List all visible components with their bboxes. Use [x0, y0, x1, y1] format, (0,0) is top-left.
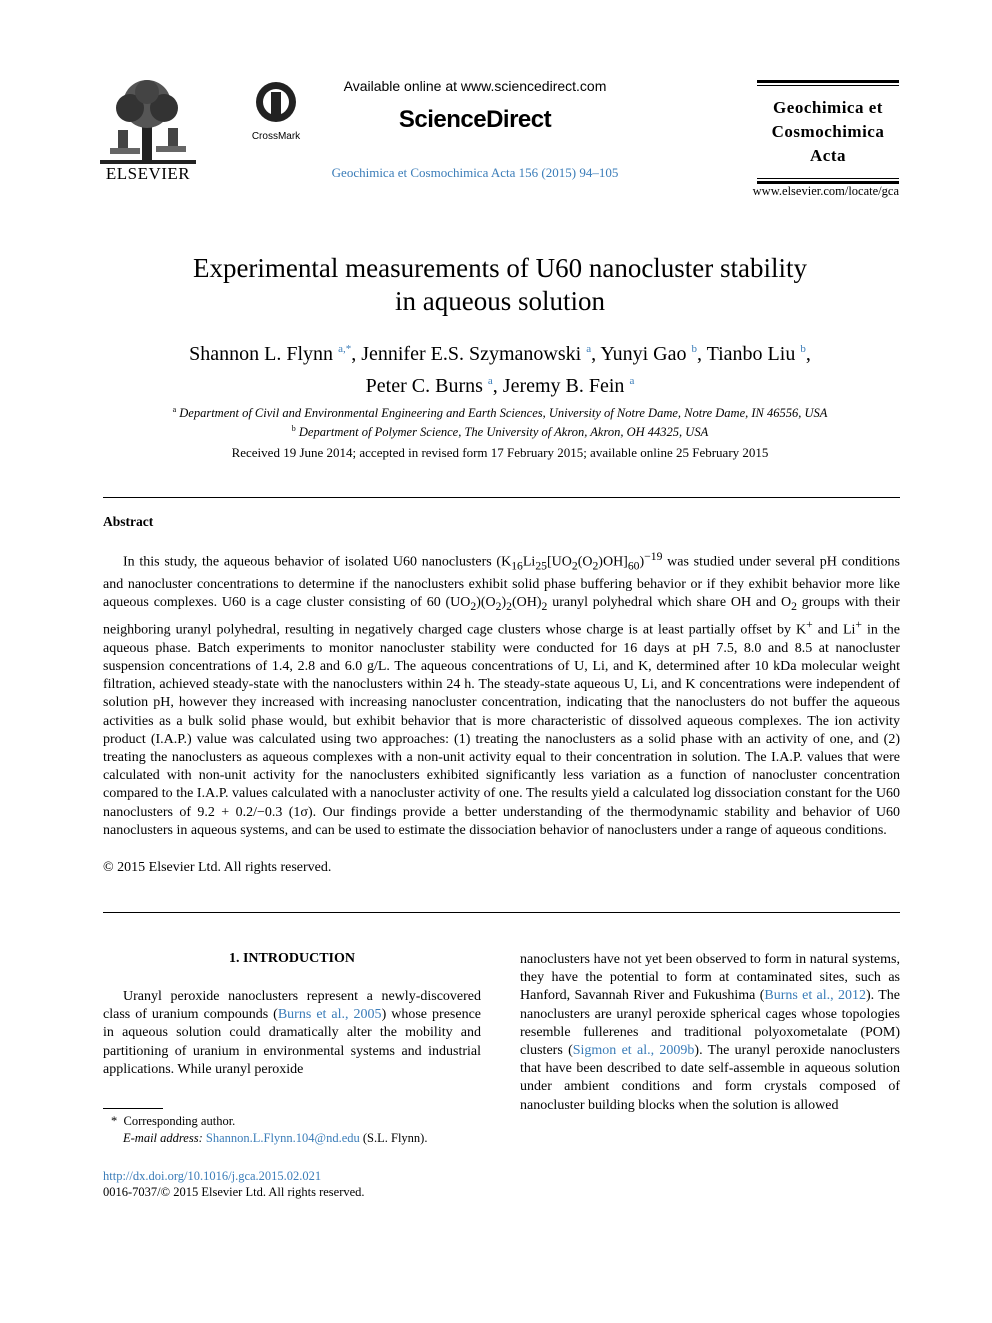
affiliation-text: Department of Civil and Environmental Engineering and Earth Sciences, University of Notre Dame, Notre Dame, IN 46556, USA	[179, 406, 828, 420]
citation-link[interactable]: Burns et al., 2005	[277, 1007, 382, 1023]
journal-title	[757, 96, 899, 168]
author-affiliation-marker[interactable]: a	[629, 375, 635, 387]
available-online-text: Available online at www.sciencedirect.com	[343, 78, 607, 94]
journal-citation-link[interactable]: Geochimica et Cosmochimica Acta 156 (2015) 94–105	[331, 165, 619, 180]
article-title	[100, 252, 900, 318]
abstract-heading: Abstract	[103, 514, 154, 529]
affiliation-b	[100, 421, 900, 440]
issn-copyright: 0016-7037/© 2015 Elsevier Ltd. All rights reserved.	[103, 1185, 365, 1199]
title-line: in aqueous solution	[395, 286, 605, 316]
author-affiliation-marker[interactable]: b	[800, 343, 806, 355]
affiliation-text: Department of Polymer Science, The University of Akron, Akron, OH 44325, USA	[298, 425, 709, 439]
author-list: Shannon L. Flynn $^{a,*}$, Jennifer E.S. Szymanowski $^a$, Yunyi Gao $^b$, Tianbo Liu $^b$, Peter C. Burns $^a$, Jeremy B. Fein $^a$	[189, 343, 811, 397]
email-label: E-mail address:	[123, 1131, 203, 1145]
crossmark-badge[interactable]	[250, 80, 302, 142]
section-rule	[103, 497, 900, 498]
affiliation-key: b	[291, 424, 296, 433]
title-line: Experimental measurements of U60 nanocluster stability	[192, 253, 808, 283]
affiliations	[100, 402, 900, 440]
journal-title-box	[757, 80, 899, 184]
author-name: Peter C. Burns	[365, 375, 483, 397]
abstract-body: In this study, the aqueous behavior of isolated U60 nanoclusters $(K_{16}Li_{25}[UO_2(O_2)OH]_{60})^{-19}$ was studied under several pH conditions and nanocluster concentrations to determine if the nanoclusters exhibit solid phase buffering behavior or if they exhibit behavior more like aqueous complexes. U60 is a cage cluster consisting of 60 $(UO_2)(O_2)_2(OH)_2$ uranyl polyhedral which share OH and $O_2$ groups with their neighboring uranyl polyhedral, resulting in negatively charged cage clusters whose charge is at least partially offset by K+ and Li+ in the aqueous phase. Batch experiments to monitor nanocluster stability were conducted for 16 days at pH 7.5, 8.0 and 8.5 at nanocluster suspension concentrations of 1.4, 2.8 and 6.0 g/L. The aqueous concentrations of U, Li, and K, determined after 10 kDa molecular weight filtration, achieved steady-state with the nanoclusters within 24 h. The steady-state aqueous U, Li, and K concentrations were independent of solution pH, however they increased with increasing nanocluster concentration, indicating that the nanoclusters do not buffer the aqueous activities as a bulk solid phase would, but exhibit behavior that is more characteristic of dissolved aqueous complexes. The ion activity product (I.A.P.) value was calculated using two approaches: (1) treating the nanoclusters as a solid phase with an activity of one, and (2) treating the nanoclusters as aqueous complexes with a non-unit activity equal to their concentration in solution. The I.A.P. values that were calculated with non-unit activity for the nanoclusters exhibited significantly less variation as a function of nanocluster concentration compared to the I.A.P. values calculated with a nanocluster activity of one. The results yield a calculated log dissociation constant for the U60 nanoclusters of 9.2 + 0.2/−0.3 (1σ). Our findings provide a better understanding of the thermodynamic stability and behavior of U60 nanoclusters in aqueous systems, and can be used to estimate the dissociation behavior of nanoclusters under a range of aqueous conditions.	[103, 550, 901, 838]
crossmark-icon	[254, 80, 298, 124]
journal-title-line: Cosmochimica	[771, 122, 885, 141]
author-affiliation-marker[interactable]: a	[586, 343, 592, 355]
author-affiliation-marker[interactable]: b	[691, 343, 697, 355]
journal-title-line: Acta	[810, 146, 846, 165]
intro-paragraph-right: nanoclusters have not yet been observed to form in natural systems, they have the potential to form at contaminated sites, such as Hanford, Savannah River and Fukushima (Burns et al., 2012). The nanoclusters are uranyl peroxide spherical cages whose topologies resemble fullerenes and traditional polyoxometalate (POM) clusters (Sigmon et al., 2009b). The uranyl peroxide nanoclusters that have been described to date self-assemble in aqueous solution under ambient conditions and form crystals composed of nanocluster building blocks when the solution is allowed	[520, 952, 900, 1113]
citation-link[interactable]: Burns et al., 2012	[764, 988, 866, 1004]
section-heading-introduction: 1. INTRODUCTION	[228, 951, 355, 966]
journal-box-rule	[757, 178, 899, 179]
author-affiliation-marker[interactable]: a	[487, 375, 493, 387]
author-name: Tianbo Liu	[706, 343, 796, 365]
affiliation-key: a	[172, 405, 177, 414]
footnote-rule	[103, 1108, 163, 1109]
citation-link[interactable]: Sigmon et al., 2009b	[572, 1043, 695, 1059]
email-suffix: (S.L. Flynn).	[362, 1131, 428, 1145]
author-name: Jennifer E.S. Szymanowski	[361, 343, 582, 365]
copyright-notice: © 2015 Elsevier Ltd. All rights reserved.	[103, 860, 332, 875]
author-name: Yunyi Gao	[600, 343, 687, 365]
author-affiliation-marker[interactable]: a,*	[338, 343, 352, 355]
author-name: Shannon L. Flynn	[189, 343, 334, 365]
footnote-corresponding: Corresponding author.	[123, 1114, 236, 1128]
section-rule	[103, 912, 900, 913]
author-name: Jeremy B. Fein	[502, 375, 625, 397]
doi-link[interactable]: http://dx.doi.org/10.1016/j.gca.2015.02.021	[103, 1169, 322, 1183]
intro-paragraph-left: Uranyl peroxide nanoclusters represent a newly-discovered class of uranium compounds (Burns et al., 2005) whose presence in aqueous solution could dramatically alter the mobility and partitioning of uranium in environmental systems and industrial applications. While uranyl peroxide	[103, 989, 482, 1077]
author-email-link[interactable]: Shannon.L.Flynn.104@nd.edu	[205, 1131, 360, 1145]
sciencedirect-logo: ScienceDirect	[398, 106, 552, 133]
elsevier-wordmark: ELSEVIER	[105, 164, 191, 183]
journal-box-rule	[757, 85, 899, 86]
corresponding-author-footnote	[103, 1113, 481, 1147]
journal-title-line: Geochimica et	[773, 98, 883, 117]
footnote-marker: *	[111, 1114, 118, 1128]
affiliation-a	[100, 402, 900, 421]
journal-url[interactable]: www.elsevier.com/locate/gca	[752, 184, 899, 198]
article-history-dates: Received 19 June 2014; accepted in revised form 17 February 2015; available online 25 February 2015	[231, 445, 769, 460]
journal-box-rule	[757, 80, 899, 83]
crossmark-label: CrossMark	[251, 131, 301, 142]
